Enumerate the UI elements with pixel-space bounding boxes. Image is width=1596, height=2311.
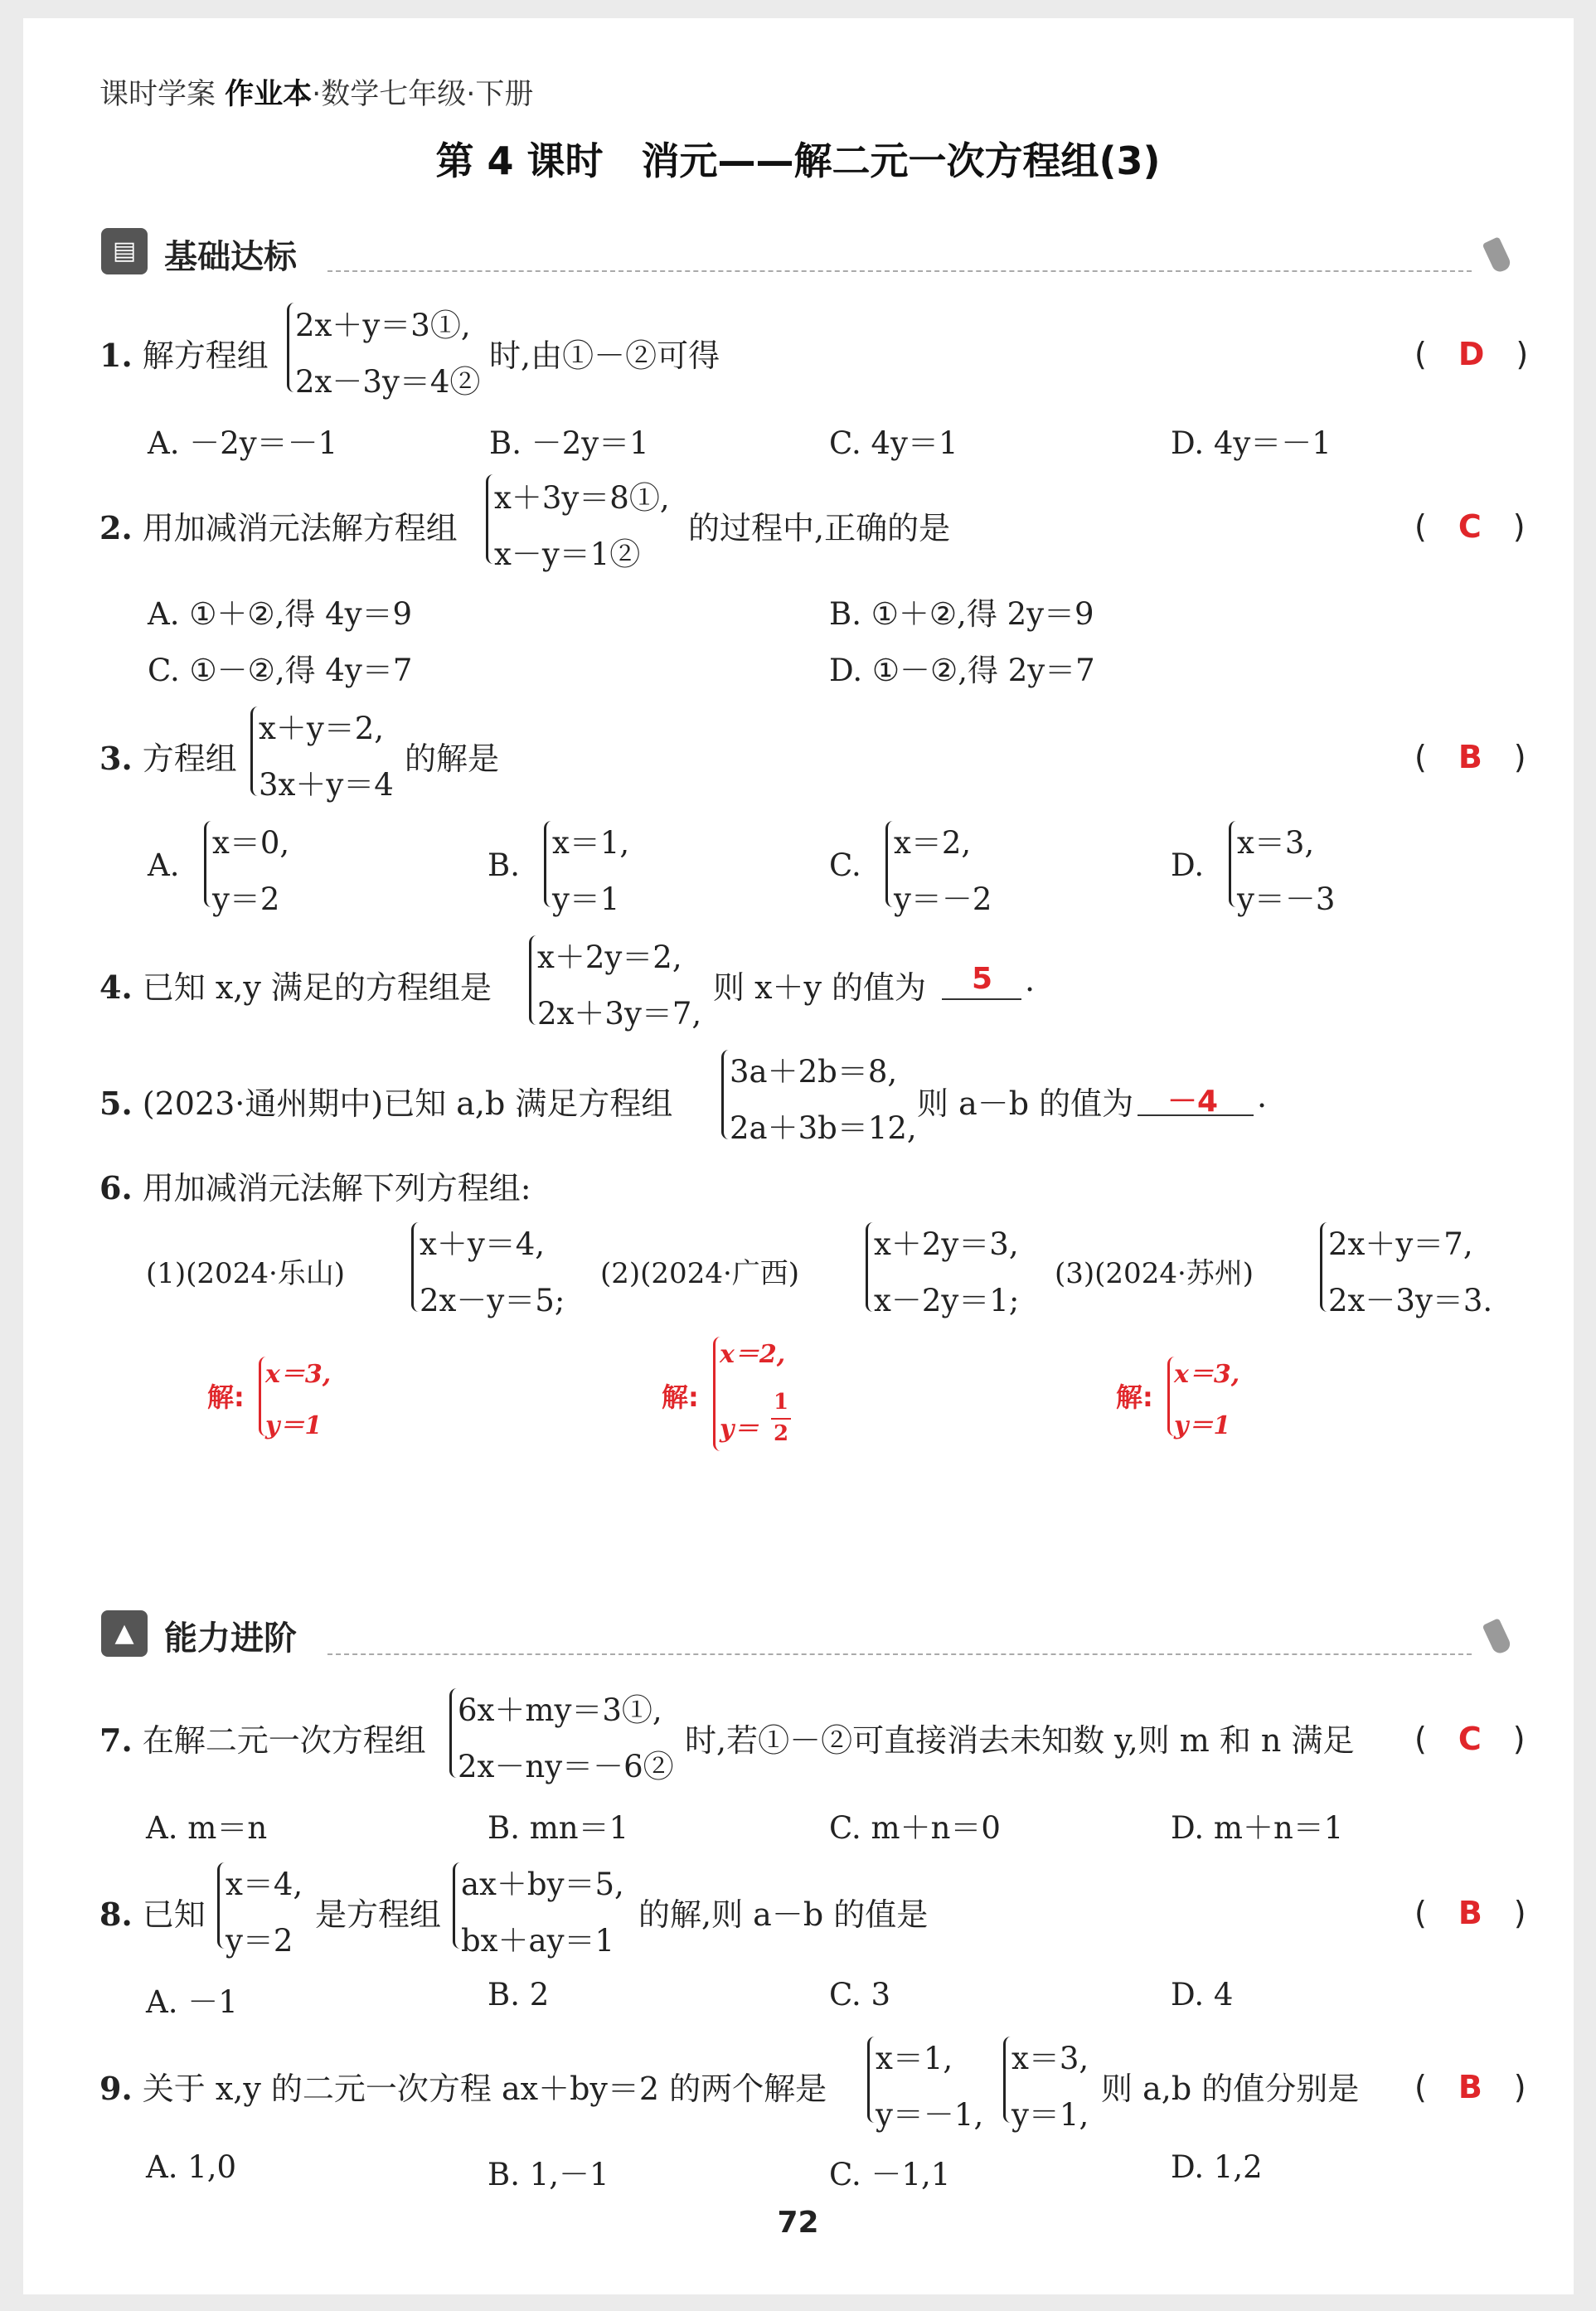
equation-1: x＋3y＝8①,: [494, 480, 670, 516]
brace: [544, 821, 551, 907]
solution-2-x: x＝3,: [1011, 2041, 1089, 2076]
question-number: 5.: [99, 1085, 133, 1122]
answer-box: ( C ): [1414, 508, 1526, 545]
question-stem: 已知 x,y 满足的方程组是: [142, 969, 492, 1006]
solution-3-y: y＝1: [1174, 1411, 1231, 1440]
option-d: D. ①－②,得 2y＝7: [829, 653, 1095, 688]
question-9: [99, 2063, 827, 2109]
fraction-numerator: 1: [773, 1390, 789, 1415]
option-a-line2: y＝2: [212, 881, 280, 917]
question-3: [99, 733, 237, 779]
question-stem: 在解二元一次方程组: [142, 1722, 426, 1759]
solution-2-y: y＝: [720, 1415, 759, 1444]
option-c-line2: y＝－2: [894, 881, 992, 917]
question-1: [99, 330, 269, 376]
question-stem: 用加减消元法解方程组: [142, 510, 458, 546]
option-d-line1: x＝3,: [1237, 825, 1315, 861]
question-stem-cont: 则 a,b 的值分别是: [1101, 2071, 1360, 2107]
brace: [529, 935, 536, 1025]
solution-3-x: x＝3,: [1174, 1360, 1240, 1389]
option-b: B. 1,－1: [488, 2157, 609, 2192]
equation-2: x－y＝1②: [494, 536, 641, 572]
solution-1-x: x＝3,: [265, 1360, 332, 1389]
question-stem: (2023·通州期中)已知 a,b 满足方程组: [142, 1085, 673, 1122]
question-8: [99, 1889, 206, 1935]
answer-letter: C: [1458, 508, 1482, 545]
page-number: 72: [777, 2206, 819, 2240]
option-d: D. 1,2: [1171, 2149, 1263, 2185]
brace: [885, 821, 893, 907]
solution-2-x: x＝2,: [720, 1340, 786, 1369]
part-2-label: (2)(2024·广西): [600, 1257, 800, 1290]
equation-2: 2a＋3b＝12,: [730, 1110, 917, 1146]
solution-1-x: x＝1,: [876, 2041, 953, 2076]
solution-y: y＝2: [226, 1923, 293, 1959]
brace: [449, 1688, 457, 1778]
solution-1-y: y＝1: [265, 1411, 323, 1440]
question-stem: 解方程组: [142, 337, 269, 374]
question-5: [99, 1078, 672, 1124]
option-d: D. 4y＝－1: [1171, 425, 1332, 461]
option-c: C. 3: [829, 1977, 891, 2012]
option-a-line1: x＝0,: [212, 825, 290, 861]
fill-answer: －4: [1167, 1085, 1219, 1119]
option-b: B. 2: [488, 1977, 550, 2012]
section-title-basic: 基础达标: [164, 238, 297, 276]
brace: [250, 706, 258, 796]
option-d-line2: y＝－3: [1237, 881, 1336, 917]
option-c-line1: x＝2,: [894, 825, 972, 861]
section-divider: [327, 1653, 1472, 1655]
question-6: [99, 1163, 531, 1208]
question-stem: 方程组: [142, 740, 237, 777]
question-4: [99, 962, 492, 1007]
answer-box: ( B ): [1414, 1895, 1526, 1931]
brace: [1003, 2037, 1011, 2123]
option-b: B. mn＝1: [488, 1810, 629, 1846]
fraction-bar: [771, 1418, 791, 1420]
option-c-label: C.: [829, 847, 861, 883]
brace: [486, 474, 493, 564]
part-3-eq2: 2x－3y＝3.: [1328, 1283, 1493, 1318]
question-stem-cont: 是方程组: [315, 1896, 442, 1933]
answer-letter: B: [1458, 1895, 1482, 1931]
equation-1: 6x＋my＝3①,: [458, 1692, 662, 1728]
answer-box: ( B ): [1414, 739, 1526, 775]
brace: [217, 1862, 225, 1949]
question-number: 1.: [99, 337, 133, 374]
brace: [866, 1222, 873, 1312]
solution-1-y: y＝－1,: [876, 2097, 984, 2133]
brace: [453, 1862, 460, 1949]
equation-1: ax＋by＝5,: [461, 1867, 624, 1902]
equation-2: 2x－ny＝－6②: [458, 1749, 674, 1784]
question-stem-cont: 时,由①－②可得: [489, 337, 720, 374]
option-a: A. 1,0: [146, 2149, 237, 2185]
question-number: 6.: [99, 1169, 133, 1206]
brace: [867, 2037, 875, 2123]
question-stem: 用加减消元法解下列方程组:: [142, 1170, 531, 1206]
fraction-denominator: 2: [773, 1421, 789, 1446]
brace: [411, 1222, 419, 1312]
answer-blank: [942, 998, 1021, 1000]
brace: [1320, 1222, 1327, 1312]
answer-box: ( D ): [1414, 336, 1529, 372]
option-c: C. m＋n＝0: [829, 1810, 1001, 1846]
option-a: A. －2y＝－1: [148, 425, 338, 461]
option-c: C. 4y＝1: [829, 425, 958, 461]
solution-label: 解:: [662, 1381, 699, 1413]
section-title-advanced: 能力进阶: [164, 1619, 297, 1658]
equation-2: bx＋ay＝1: [461, 1923, 615, 1959]
question-stem-cont: 则 a－b 的值为: [917, 1085, 1134, 1122]
answer-letter: B: [1458, 2069, 1482, 2105]
equation-2: 2x＋3y＝7,: [537, 996, 702, 1032]
answer-letter: B: [1458, 739, 1482, 775]
answer-box: ( B ): [1414, 2069, 1526, 2105]
part-1-eq1: x＋y＝4,: [420, 1226, 546, 1262]
question-stem-cont: 的过程中,正确的是: [688, 510, 951, 546]
question-stem-cont2: 的解,则 a－b 的值是: [638, 1896, 929, 1933]
book-header: [99, 71, 533, 113]
option-c: C. －1,1: [829, 2157, 951, 2192]
brace: [1229, 821, 1236, 907]
brace: [204, 821, 211, 907]
answer-letter: C: [1458, 1721, 1482, 1757]
fill-answer: 5: [972, 962, 993, 996]
rocket-icon: ▲: [101, 1610, 148, 1657]
option-a: A. －1: [146, 1984, 238, 2020]
equation-2: 3x＋y＝4: [259, 767, 394, 803]
question-stem: 已知: [142, 1896, 206, 1933]
answer-letter: D: [1458, 336, 1485, 372]
option-d-label: D.: [1171, 847, 1205, 883]
solution-label: 解:: [207, 1381, 245, 1413]
question-number: 7.: [99, 1721, 133, 1759]
question-7: [99, 1715, 426, 1760]
solution-2-y: y＝1,: [1011, 2097, 1089, 2133]
option-c: C. ①－②,得 4y＝7: [148, 653, 413, 688]
question-2: [99, 502, 458, 548]
part-2-eq1: x＋2y＝3,: [874, 1226, 1019, 1262]
option-d: D. m＋n＝1: [1171, 1810, 1344, 1846]
question-number: 4.: [99, 969, 133, 1006]
book-name: 作业本: [225, 78, 313, 111]
question-number: 8.: [99, 1896, 133, 1933]
question-number: 2.: [99, 509, 133, 546]
question-number: 3.: [99, 740, 133, 777]
question-number: 9.: [99, 2070, 133, 2107]
series-name: 课时学案: [99, 78, 216, 111]
part-3-label: (3)(2024·苏州): [1055, 1257, 1254, 1290]
part-1-eq2: 2x－y＝5;: [420, 1283, 565, 1318]
lesson-title: 第 4 课时 消元——解二元一次方程组(3): [435, 138, 1161, 183]
question-stem-cont: 的解是: [405, 740, 500, 777]
question-stem: 关于 x,y 的二元一次方程 ax＋by＝2 的两个解是: [142, 2071, 827, 2107]
part-1-label: (1)(2024·乐山): [146, 1257, 346, 1290]
question-stem-cont: 则 x＋y 的值为: [713, 969, 927, 1006]
section-divider: [327, 270, 1472, 272]
solution-x: x＝4,: [226, 1867, 303, 1902]
option-b: B. ①＋②,得 2y＝9: [829, 596, 1094, 632]
period: .: [1257, 1078, 1268, 1114]
answer-box: ( C ): [1414, 1721, 1526, 1757]
option-a-label: A.: [148, 847, 180, 883]
option-b-line2: y＝1: [552, 881, 620, 917]
part-2-eq2: x－2y＝1;: [874, 1283, 1020, 1318]
book-icon: ▤: [101, 228, 148, 274]
option-b-label: B.: [488, 847, 520, 883]
subject-name: ·数学七年级·下册: [312, 78, 534, 111]
equation-1: 3a＋2b＝8,: [730, 1054, 898, 1090]
option-a: A. ①＋②,得 4y＝9: [148, 596, 413, 632]
option-b: B. －2y＝1: [489, 425, 649, 461]
brace: [721, 1050, 729, 1139]
equation-2: 2x－3y＝4②: [295, 364, 481, 400]
equation-1: 2x＋y＝3①,: [295, 308, 471, 343]
option-b-line1: x＝1,: [552, 825, 630, 861]
part-3-eq1: 2x＋y＝7,: [1328, 1226, 1473, 1262]
period: .: [1025, 962, 1036, 998]
question-stem-cont: 时,若①－②可直接消去未知数 y,则 m 和 n 满足: [685, 1722, 1355, 1759]
equation-1: x＋y＝2,: [259, 711, 385, 746]
option-d: D. 4: [1171, 1977, 1234, 2012]
brace: [287, 303, 294, 392]
solution-label: 解:: [1116, 1381, 1153, 1413]
option-a: A. m＝n: [146, 1810, 268, 1846]
equation-1: x＋2y＝2,: [537, 939, 682, 975]
